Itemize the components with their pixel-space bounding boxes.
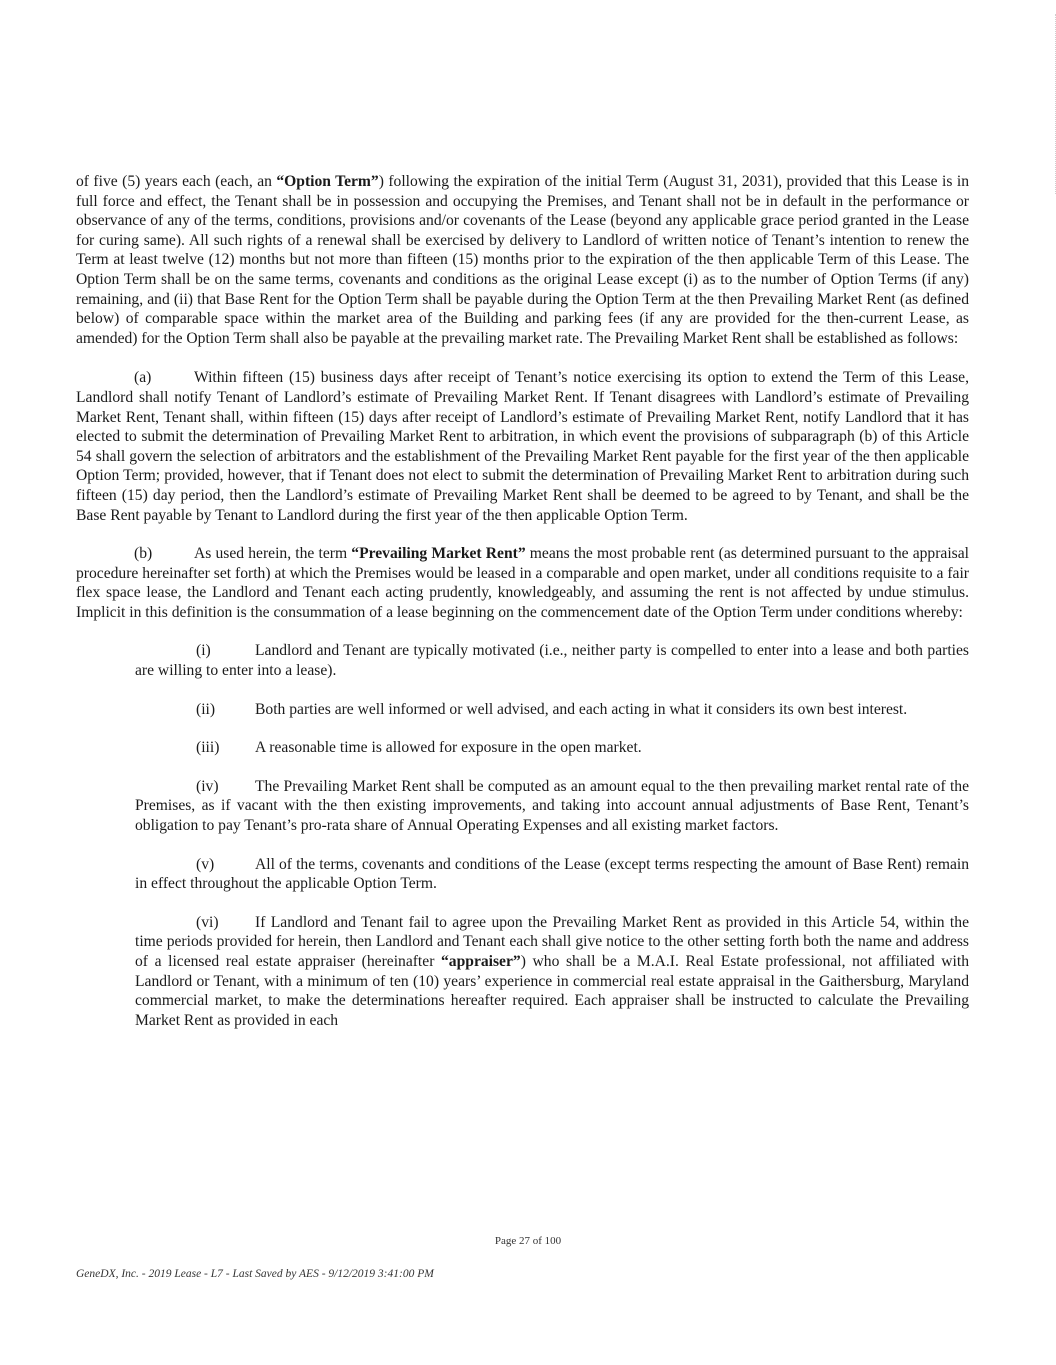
subparagraph-ii-text: Both parties are well informed or well advised, and each acting in what it considers its own best interest. xyxy=(255,700,908,718)
subparagraph-i xyxy=(135,641,969,680)
subparagraph-iii-text: A reasonable time is allowed for exposure in the open market. xyxy=(255,739,642,757)
paragraph-b xyxy=(76,544,969,622)
subparagraph-iii xyxy=(135,738,969,758)
prevailing-market-rent-definition: “Prevailing Market Rent” xyxy=(351,545,526,563)
subparagraph-vi xyxy=(135,913,969,1031)
paragraph-b-label: (b) xyxy=(134,545,153,563)
subparagraph-i-label: (i) xyxy=(196,642,211,660)
intro-paragraph xyxy=(76,172,969,348)
document-body xyxy=(76,172,969,1049)
subparagraph-iv-text: The Prevailing Market Rent shall be computed as an amount equal to the then prevailing market rental rate of the Premises, as if vacant with the then existing improvements, and taking into account annual adjustments of Base Rent, Tenant’s obligation to pay Tenant’s pro-rata share of Annual Operating Expenses and all existing market factors. xyxy=(135,777,969,835)
subparagraph-vi-text-1: If Landlord and Tenant fail to agree upon the Prevailing Market Rent as provided in this Article 54, within the time periods provided for herein, then Landlord and Tenant each shall give notice to the other setting forth both the name and address of a licensed real estate appraiser (hereinafter xyxy=(135,913,969,970)
subparagraph-v-text: All of the terms, covenants and conditions of the Lease (except terms respecting the amount of Base Rent) remain in effect throughout the applicable Option Term. xyxy=(135,855,969,893)
subparagraph-vi-label: (vi) xyxy=(196,913,219,931)
paragraph-a-label: (a) xyxy=(134,369,152,387)
subparagraph-i-text: Landlord and Tenant are typically motivated (i.e., neither party is compelled to enter into a lease and both parties are willing to enter into a lease). xyxy=(135,642,969,680)
subparagraph-ii-label: (ii) xyxy=(196,700,216,718)
subparagraph-iii-label: (iii) xyxy=(196,739,220,757)
paragraph-a xyxy=(76,368,969,525)
subparagraph-v xyxy=(135,855,969,894)
subparagraph-ii xyxy=(135,700,969,720)
intro-text-2: ) following the expiration of the initial Term (August 31, 2031), provided that this Lease is in full force and effect, the Tenant shall be in possession and occupying the Premises, and Tenant shall not be in default in the performance or observance of any of the terms, conditions, provisions and/or covenants of the Lease (beyond any applicable grace period granted in the Lease for curing same). All such rights of a renewal shall be exercised by delivery to Landlord of written notice of Tenant’s intention to renew the Term at least twelve (12) months but not more than fifteen (15) months prior to the expiration of the then applicable Term of this Lease. The Option Term shall be on the same terms, covenants and conditions as the original Lease except (i) as to the number of Option Terms (if any) remaining, and (ii) that Base Rent for the Option Term shall be payable during the Option Term at the then Prevailing Market Rent (as defined below) of comparable space within the market area of the Building and parking fees (if any are provided for the then-current Lease, as amended) for the Option Term shall also be payable at the prevailing market rate. The Prevailing Market Rent shall be established as follows: xyxy=(76,173,969,347)
paragraph-a-text: Within fifteen (15) business days after receipt of Tenant’s notice exercising its option to extend the Term of this Lease, Landlord shall notify Tenant of Landlord’s estimate of Prevailing Market Rent. If Tenant disagrees with Landlord’s estimate of Prevailing Market Rent, Tenant shall, within fifteen (15) days after receipt of Landlord’s estimate of Prevailing Market Rent, notify Landlord that it has elected to submit the determination of Prevailing Market Rent to arbitration, in which event the provisions of subparagraph (b) of this Article 54 shall govern the selection of arbitrators and the establishment of the Prevailing Market Rent payable for the first year of the then applicable Option Term; provided, however, that if Tenant does not elect to submit the determination of Prevailing Market Rent to arbitration during such fifteen (15) day period, then the Landlord’s estimate of Prevailing Market Rent shall be deemed to be agreed to by Tenant, and shall be the Base Rent payable by Tenant to Landlord during the first year of the then applicable Option Term. xyxy=(76,369,969,524)
subparagraph-vi-text-2: ) who shall be a M.A.I. Real Estate professional, not affiliated with Landlord or Tenant, with a minimum of ten (10) years’ experience in commercial real estate appraisal in the Gaithersburg, Maryland commercial market, to make the determinations hereafter required. Each appraiser shall be instructed to calculate the Prevailing Market Rent as provided in each xyxy=(135,953,969,1029)
subparagraph-iv-label: (iv) xyxy=(196,777,219,795)
subparagraph-v-label: (v) xyxy=(196,855,215,873)
document-footer-meta: GeneDX, Inc. - 2019 Lease - L7 - Last Saved by AES - 9/12/2019 3:41:00 PM xyxy=(76,1268,434,1280)
scan-edge-marks xyxy=(1052,14,1056,194)
intro-text-1: of five (5) years each (each, an xyxy=(76,173,277,190)
subparagraph-iv xyxy=(135,777,969,836)
option-term-definition: “Option Term” xyxy=(276,173,379,190)
paragraph-b-text-2: means the most probable rent (as determined pursuant to the appraisal procedure hereinafter set forth) at which the Premises would be leased in a comparable and open market, under all conditions requisite to a fair flex space lease, the Landlord and Tenant each acting prudently, knowledgeably, and assuming the rent is not affected by undue stimulus. Implicit in this definition is the consummation of a lease beginning on the commencement date of the Option Term under conditions whereby: xyxy=(76,545,970,621)
appraiser-definition: “appraiser” xyxy=(441,953,521,970)
paragraph-b-text-1: As used herein, the term xyxy=(194,545,352,563)
page-number: Page 27 of 100 xyxy=(494,1235,562,1247)
